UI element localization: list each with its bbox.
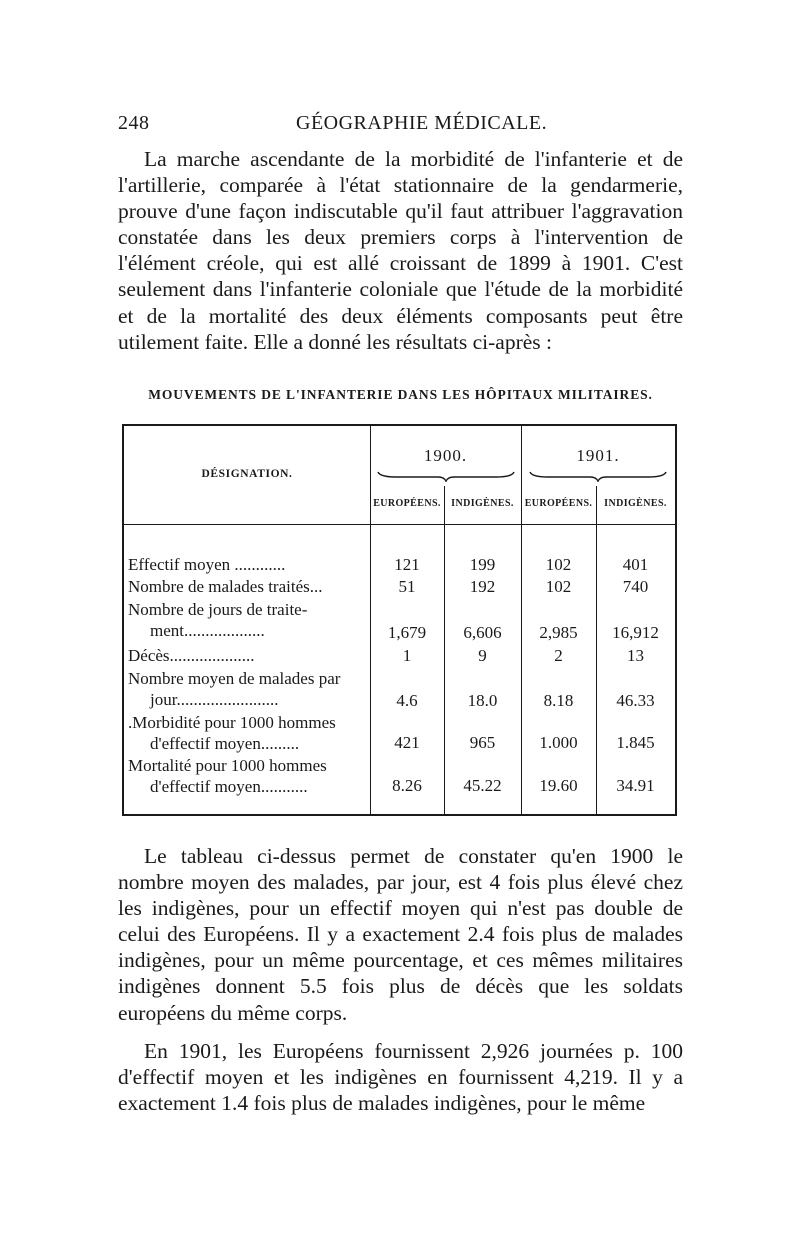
row-label-line: ment................... (150, 620, 265, 640)
row-label-line: d'effectif moyen........... (150, 776, 308, 796)
table-cell: 8.26 (392, 776, 422, 795)
year-header-1900: 1900. (423, 446, 468, 465)
table-cell: 1.000 (539, 733, 578, 752)
page-number: 248 (118, 112, 150, 134)
table-cell: 199 (469, 555, 496, 574)
year-header-1901: 1901. (576, 446, 620, 465)
table-cell: 45.22 (463, 776, 502, 795)
table-cell: 16,912 (612, 623, 659, 642)
row-label-malades-traites (128, 577, 366, 598)
column-rule (521, 426, 522, 814)
subheader-indigenes-1901: INDIGÈNES. (604, 498, 667, 509)
row-label-malades-par-jour (128, 669, 366, 710)
table-cell: 1.845 (616, 733, 655, 752)
intro-paragraph: La marche ascendante de la morbidité de l'infanterie et de l'artillerie, comparée à l'état stationnaire de la gendarmerie, prouve d'une façon indiscutable qu'il faut attribuer l'aggravation constatée dans les deux premiers corps à l'intervention de l'élément créole, qui est allé croissant de 1899 à 1901. C'est seulement dans l'infanterie coloniale que l'étude de la morbidité et de la mortalité des deux éléments composants peut être utilement faite. Elle a donné les résultats ci-après : (118, 147, 683, 354)
continuation-paragraph: En 1901, les Européens fournissent 2,926 journées p. 100 d'effectif moyen et les indigènes en fournissent 4,219. Il y a exactement 1.4 fois plus de malades indigènes, pour le même (118, 1039, 683, 1116)
row-label-line: Nombre de malades traités... (128, 577, 323, 596)
subheader-europeens-1900: EUROPÉENS. (373, 498, 441, 509)
table-cell: 46.33 (616, 691, 655, 710)
row-label-line: Nombre de jours de traite- (128, 600, 308, 619)
row-label-line: jour........................ (150, 689, 279, 709)
running-head: GÉOGRAPHIE MÉDICALE. (296, 112, 548, 134)
table-cell: 2 (554, 646, 563, 665)
header-rule (124, 524, 675, 525)
table-cell: 9 (478, 646, 487, 665)
table-cell: 19.60 (539, 776, 578, 795)
row-label-morbidite (128, 713, 366, 754)
row-label-line: Décès.................... (128, 646, 255, 665)
table-cell: 401 (622, 555, 649, 574)
table-cell: 18.0 (467, 691, 498, 710)
table-cell: 6,606 (463, 623, 502, 642)
row-label-line: Nombre moyen de malades par (128, 669, 341, 688)
row-label-mortalite (128, 756, 366, 797)
subheader-europeens-1901: EUROPÉENS. (524, 498, 593, 509)
row-label-line: d'effectif moyen......... (150, 733, 300, 753)
subheader-indigenes-1900: INDIGÈNES. (451, 498, 514, 509)
table-cell: 1 (402, 646, 412, 665)
page-header (118, 112, 683, 142)
table-cell: 4.6 (396, 691, 418, 710)
table-cell: 121 (394, 555, 420, 574)
row-label-line: Effectif moyen ............ (128, 555, 286, 574)
table-cell: 8.18 (543, 691, 574, 710)
table-cell: 51 (398, 577, 416, 596)
year-brace (376, 470, 516, 482)
table-cell: 102 (545, 577, 572, 596)
year-brace (528, 470, 668, 482)
table-cell: 2,985 (539, 623, 578, 642)
analysis-paragraph: Le tableau ci-dessus permet de constater qu'en 1900 le nombre moyen des malades, par jour, est 4 fois plus élevé chez les indigènes, pour un effectif moyen qui n'est pas double de celui des Européens. Il y a exactement 2.4 fois plus de malades indigènes, pour un même pourcentage, et ces mêmes militaires indigènes donnent 5.5 fois plus de décès que les soldats européens du même corps. (118, 844, 683, 1025)
table-title: MOUVEMENTS DE L'INFANTERIE DANS LES HÔPITAUX MILITAIRES. (148, 387, 653, 402)
statistics-table (122, 424, 677, 816)
table-cell: 965 (469, 733, 496, 752)
table-cell: 102 (545, 555, 572, 574)
designation-header: DÉSIGNATION. (201, 468, 293, 480)
row-label-jours-traitement (128, 600, 366, 641)
table-cell: 1,679 (387, 623, 427, 642)
row-label-effectif-moyen (128, 555, 366, 576)
table-cell: 192 (469, 577, 496, 596)
row-label-line: Mortalité pour 1000 hommes (128, 756, 327, 775)
table-cell: 13 (627, 646, 644, 665)
table-cell: 740 (622, 577, 649, 596)
table-cell: 34.91 (616, 776, 655, 795)
table-cell: 421 (394, 733, 420, 752)
row-label-line: .Morbidité pour 1000 hommes (128, 713, 336, 732)
column-rule (370, 426, 371, 814)
row-label-deces (128, 646, 366, 667)
